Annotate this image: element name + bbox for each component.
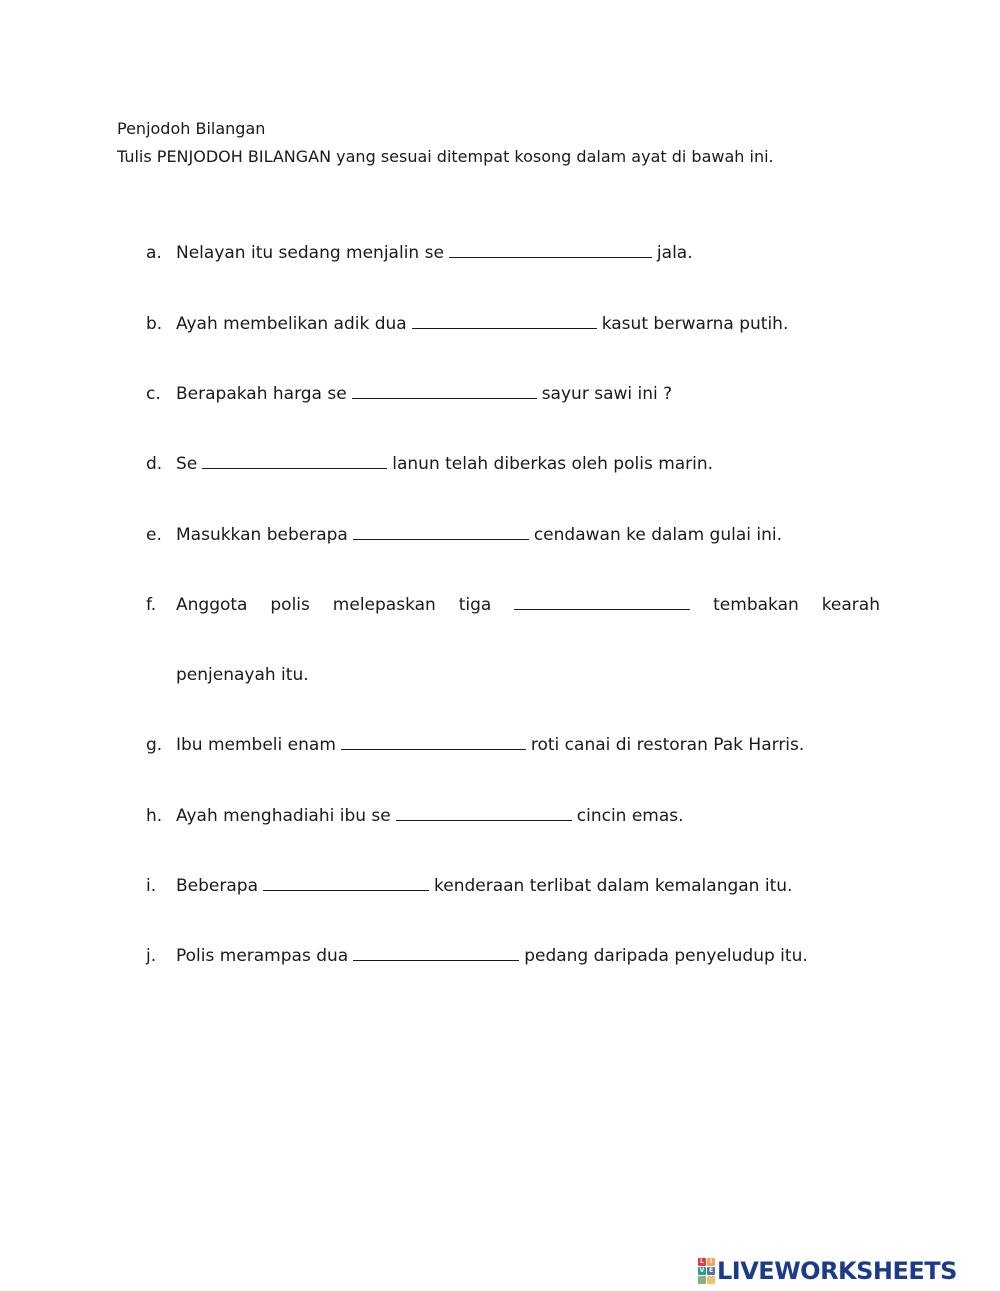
question-word: melepaskan [332, 595, 436, 615]
question-text-after: lanun telah diberkas oleh polis marin. [392, 454, 714, 474]
question-label: c. [146, 384, 161, 404]
question-text-after: sayur sawi ini ? [541, 384, 673, 404]
question-text-before: Masukkan beberapa [176, 525, 348, 545]
question-f [146, 594, 880, 616]
logo-text: LIVEWORKSHEETS [717, 1257, 957, 1285]
question-label: h. [146, 806, 163, 826]
question-e [146, 524, 782, 546]
question-label: b. [146, 314, 163, 334]
question-text-after: cendawan ke dalam gulai ini. [533, 525, 782, 545]
question-label: a. [146, 243, 162, 263]
question-i [146, 875, 792, 897]
logo-block: V [699, 1267, 705, 1274]
answer-blank-f[interactable] [514, 608, 690, 610]
question-f-continuation: penjenayah itu. [176, 665, 309, 685]
question-text-before: Ibu membeli enam [176, 735, 336, 755]
question-text-before: Ayah membelikan adik dua [176, 314, 407, 334]
question-a [146, 242, 693, 264]
question-text-after: kenderaan terlibat dalam kemalangan itu. [434, 876, 793, 896]
question-d [146, 453, 713, 475]
question-word: polis [270, 595, 310, 615]
question-text-after: kasut berwarna putih. [601, 314, 789, 334]
page-title: Penjodoh Bilangan [117, 119, 266, 138]
question-word: kearah [821, 595, 880, 615]
question-label: d. [146, 454, 163, 474]
answer-blank-b[interactable] [412, 327, 597, 329]
logo-block [707, 1276, 715, 1284]
answer-blank-a[interactable] [449, 256, 652, 258]
answer-blank-i[interactable] [263, 889, 429, 891]
question-word: tembakan [713, 595, 799, 615]
question-text-before: Polis merampas dua [176, 946, 349, 966]
question-label: g. [146, 735, 163, 755]
question-g [146, 734, 804, 756]
liveworksheets-logo[interactable] [698, 1258, 957, 1284]
question-word: Anggota [176, 595, 248, 615]
question-text-before: Se [176, 454, 198, 474]
question-c [146, 383, 672, 405]
instruction-text: Tulis PENJODOH BILANGAN yang sesuai ditempat kosong dalam ayat di bawah ini. [117, 147, 774, 166]
logo-blocks-icon [698, 1258, 715, 1284]
question-text-before: Ayah menghadiahi ibu se [176, 806, 391, 826]
question-label: j. [146, 946, 157, 966]
answer-blank-c[interactable] [352, 397, 537, 399]
question-text-after: jala. [656, 243, 693, 263]
logo-block [698, 1276, 706, 1284]
question-h [146, 805, 684, 827]
question-label: f. [146, 595, 157, 615]
question-word: tiga [458, 595, 492, 615]
logo-block: I [707, 1258, 715, 1266]
question-label: e. [146, 525, 162, 545]
logo-block: E [708, 1267, 714, 1274]
question-text-after: pedang daripada penyeludup itu. [524, 946, 808, 966]
question-text-before: Berapakah harga se [176, 384, 347, 404]
question-b [146, 313, 788, 335]
answer-blank-e[interactable] [353, 538, 529, 540]
answer-blank-h[interactable] [396, 819, 572, 821]
question-j [146, 945, 808, 967]
logo-block: L [698, 1258, 706, 1266]
question-text-after: roti canai di restoran Pak Harris. [530, 735, 805, 755]
answer-blank-g[interactable] [341, 748, 526, 750]
answer-blank-d[interactable] [202, 467, 387, 469]
question-text-after: cincin emas. [576, 806, 684, 826]
question-label: i. [146, 876, 157, 896]
answer-blank-j[interactable] [353, 959, 519, 961]
question-text-before: Beberapa [176, 876, 258, 896]
question-text-before: Nelayan itu sedang menjalin se [176, 243, 444, 263]
